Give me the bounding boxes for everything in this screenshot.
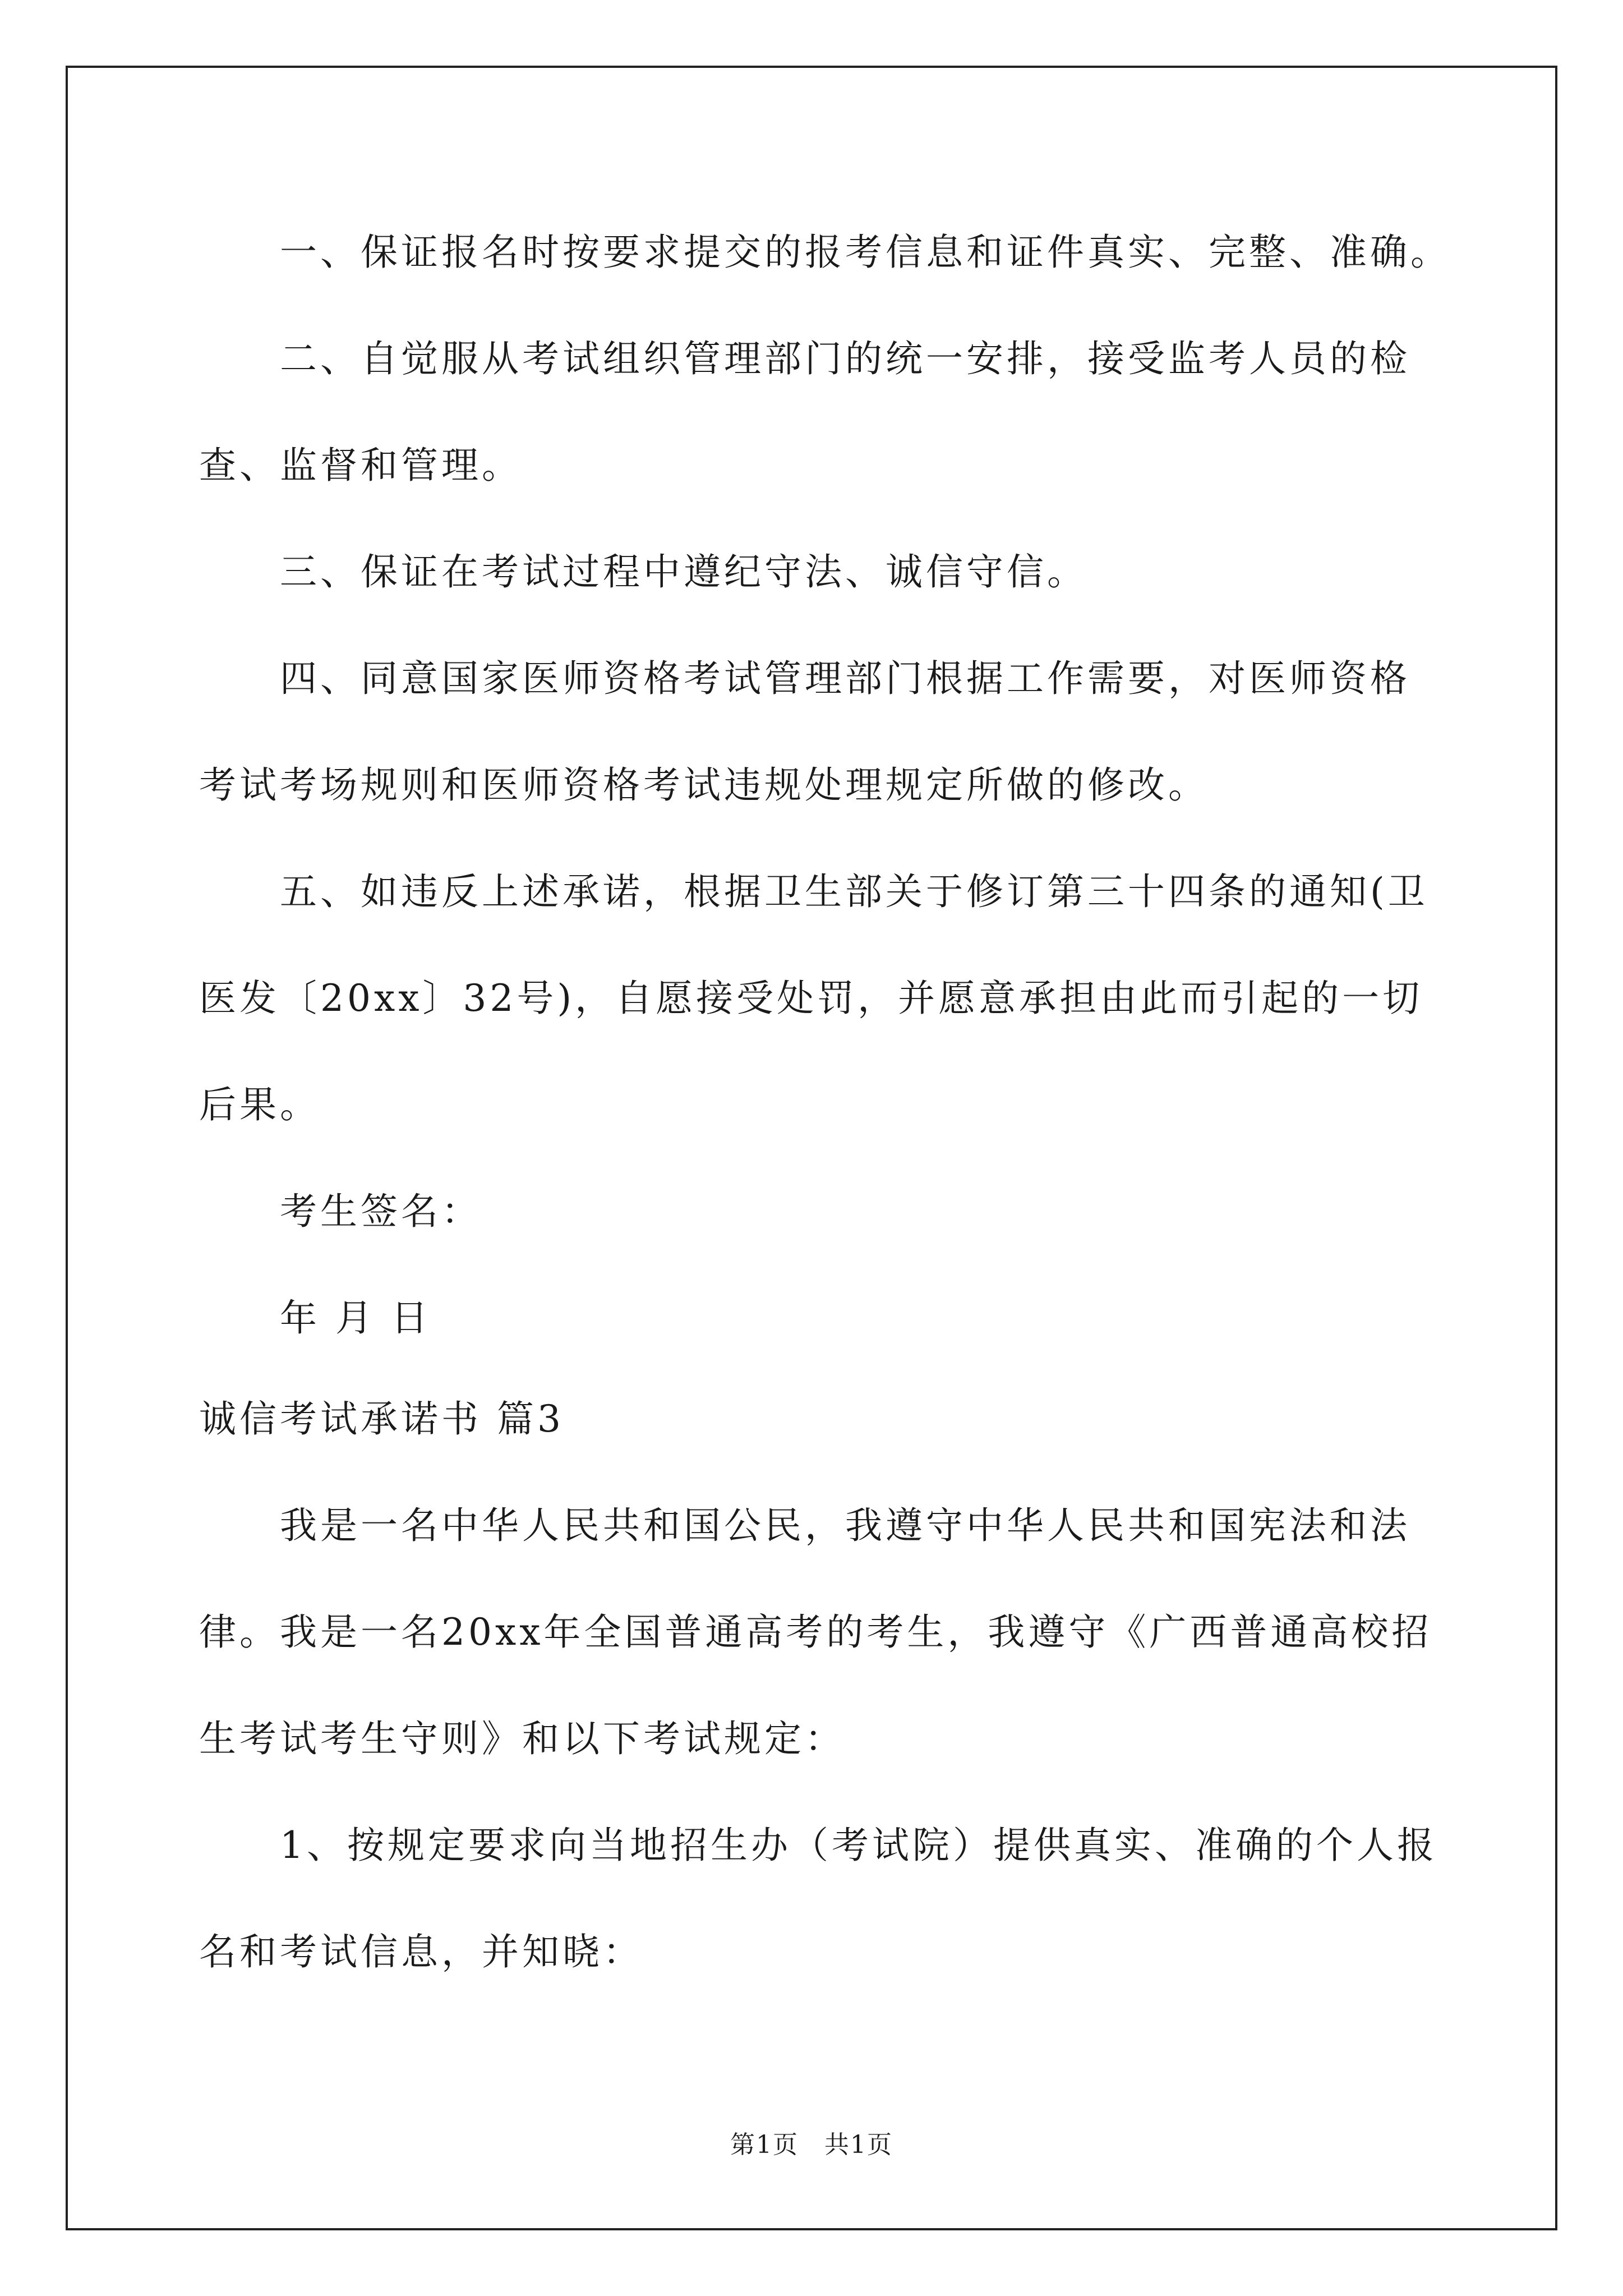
paragraph-5-line-2: 医发〔20xx〕32号)，自愿接受处罚，并愿意承担由此而引起的一切 — [199, 977, 1423, 1020]
paragraph-1-line-1: 一、保证报名时按要求提交的报考信息和证件真实、完整、准确。 — [199, 231, 1451, 274]
paragraph-9-line-2: 律。我是一名20xx年全国普通高考的考生，我遵守《广西普通高校招 — [199, 1611, 1432, 1654]
paragraph-10-line-1: 1、按规定要求向当地招生办（考试院）提供真实、准确的个人报 — [199, 1824, 1437, 1867]
signature-label: 考生签名： — [199, 1190, 482, 1233]
paragraph-9-line-3: 生考试考生守则》和以下考试规定： — [199, 1717, 845, 1760]
paragraph-2-line-1: 二、自觉服从考试组织管理部门的统一安排，接受监考人员的检 — [199, 337, 1410, 380]
paragraph-3-line-1: 三、保证在考试过程中遵纪守法、诚信守信。 — [199, 550, 1087, 593]
date-label: 年 月 日 — [199, 1296, 431, 1340]
section-heading: 诚信考试承诺书 篇3 — [199, 1397, 564, 1441]
page-border — [66, 66, 1557, 2230]
paragraph-9-line-1: 我是一名中华人民共和国公民，我遵守中华人民共和国宪法和法 — [199, 1504, 1410, 1547]
paragraph-4-line-2: 考试考场规则和医师资格考试违规处理规定所做的修改。 — [199, 763, 1209, 807]
paragraph-5-line-1: 五、如违反上述承诺，根据卫生部关于修订第三十四条的通知(卫 — [199, 870, 1428, 913]
paragraph-5-line-3: 后果。 — [199, 1083, 320, 1126]
paragraph-10-line-2: 名和考试信息，并知晓： — [199, 1930, 643, 1973]
paragraph-4-line-1: 四、同意国家医师资格考试管理部门根据工作需要，对医师资格 — [199, 657, 1410, 700]
page-number-footer: 第1页 共1页 — [730, 2131, 893, 2159]
paragraph-2-line-2: 查、监督和管理。 — [199, 444, 522, 487]
